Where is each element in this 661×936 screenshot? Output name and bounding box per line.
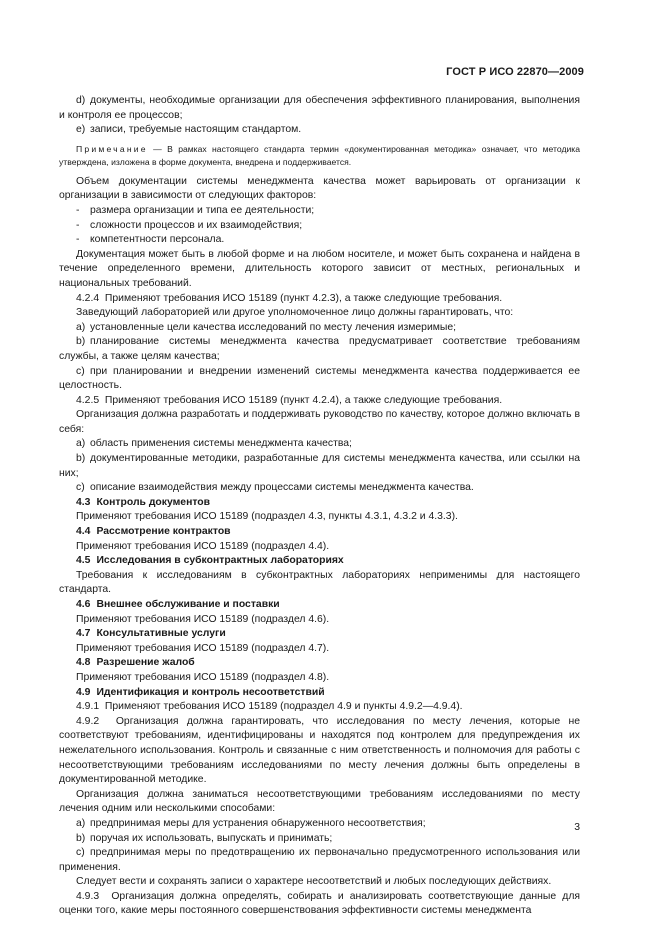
- note: [59, 143, 580, 169]
- section-heading-4-6: 4.6 Внешнее обслуживание и поставки: [76, 599, 280, 610]
- document-header: ГОСТ Р ИСО 22870—2009: [446, 66, 584, 78]
- factor-item: - размера организации и типа ее деятельности;: [76, 204, 315, 216]
- section-heading-4-3: 4.3 Контроль документов: [76, 496, 211, 508]
- page-number: 3: [574, 822, 580, 833]
- clause-4-9-3: 4.9.3 Организация должна определять, собирать и анализировать соответствующие данные для оценки того, какие меры постоянного совершенствования эффективности системы менеджмента: [59, 890, 581, 917]
- clause-4-9-2-intro: Организация должна заниматься несоответствующими требованиям исследованиями по месту лечения одним или несколькими способами:: [59, 788, 580, 815]
- note-text: — В рамках настоящего стандарта термин «документированная методика» означает, что методика утверждена, изложена в форме документа, внедрена и поддерживается.: [59, 143, 580, 167]
- list-item-b: b) документированные методики, разработанные для системы менеджмента качества, или ссылки на них;: [59, 453, 580, 479]
- list-item-c: c) предпринимая меры по предотвращению их первоначально предусмотренного использования или применения.: [59, 847, 580, 873]
- factor-item: - компетентности персонала.: [76, 234, 225, 246]
- list-item-d: d) документы, необходимые организации для обеспечения эффективного планирования, выполнения и контроля ее процессов;: [59, 95, 580, 121]
- list-item-b: b) планирование системы менеджмента качества предусматривает соответствие требованиям службы, а также целям качества;: [59, 336, 580, 362]
- clause-4-2-5: 4.2.5 Применяют требования ИСО 15189 (пункт 4.2.4), а также следующие требования.: [76, 394, 503, 406]
- note-label: Примечание: [76, 143, 148, 154]
- list-item-a: a) предпринимая меры для устранения обнаруженного несоответствия;: [76, 817, 426, 829]
- section-text-4-4: Применяют требования ИСО 15189 (подраздел 4.4).: [76, 540, 330, 552]
- clause-4-9-2: 4.9.2 Организация должна гарантировать, что исследования по месту лечения, которые не соответствуют требованиям, идентифицированы и находятся под контролем для предупреждения их нежелательного использования. Контроль и связанные с ним ответственность и полномочия для работы с несоответствующими требованиям исследованиями по месту лечения должны быть определены в документированной методике.: [59, 715, 580, 786]
- clause-4-2-4: 4.2.4 Применяют требования ИСО 15189 (пункт 4.2.3), а также следующие требования.: [76, 292, 503, 304]
- section-text-4-8: Применяют требования ИСО 15189 (подраздел 4.8).: [76, 671, 330, 683]
- factor-item: - сложности процессов и их взаимодействия;: [76, 219, 303, 231]
- clause-4-9-2-records: Следует вести и сохранять записи о характере несоответствий и любых последующих действиях.: [76, 876, 552, 888]
- list-item-a: a) установленные цели качества исследований по месту лечения измеримые;: [76, 321, 457, 333]
- clause-4-9-1: 4.9.1 Применяют требования ИСО 15189 (подраздел 4.9 и пункты 4.9.2—4.9.4).: [76, 701, 463, 713]
- section-heading-4-7: 4.7 Консультативные услуги: [76, 628, 226, 640]
- section-text-4-5: Требования к исследованиям в субконтрактных лабораториях неприменимы для настоящего стандарта.: [59, 569, 580, 596]
- section-heading-4-8: 4.8 Разрешение жалоб: [76, 657, 195, 669]
- section-heading-4-5: 4.5 Исследования в субконтрактных лабораториях: [76, 555, 344, 567]
- paragraph-doc-scope: Объем документации системы менеджмента качества может варьировать от организации к организации в зависимости от следующих факторов:: [59, 175, 580, 202]
- section-heading-4-9: 4.9 Идентификация и контроль несоответствий: [76, 686, 325, 698]
- list-item-c: c) при планировании и внедрении изменений системы менеджмента качества поддерживается ее целостность.: [59, 365, 580, 392]
- section-text-4-6: Применяют требования ИСО 15189 (подраздел 4.6).: [76, 613, 330, 625]
- clause-4-2-5-intro: Организация должна разработать и поддерживать руководство по качеству, которое должно включать в себя:: [59, 409, 580, 435]
- section-text-4-3: Применяют требования ИСО 15189 (подраздел 4.3, пункты 4.3.1, 4.3.2 и 4.3.3).: [76, 511, 458, 523]
- list-item-c: c) описание взаимодействия между процессами системы менеджмента качества.: [76, 482, 474, 494]
- list-item-e: e) записи, требуемые настоящим стандартом.: [76, 124, 302, 136]
- section-text-4-7: Применяют требования ИСО 15189 (подраздел 4.7).: [76, 642, 330, 654]
- clause-4-2-4-intro: Заведующий лабораторией или другое уполномоченное лицо должны гарантировать, что:: [76, 307, 514, 319]
- list-item-a: a) область применения системы менеджмента качества;: [76, 438, 352, 450]
- paragraph-doc-form: Документация может быть в любой форме и на любом носителе, и может быть сохранена и найдена в течение определенного времени, длительность которого зависит от местных, региональных и национальных требований.: [59, 248, 580, 289]
- section-heading-4-4: 4.4 Рассмотрение контрактов: [76, 526, 231, 538]
- page-body: [59, 94, 580, 919]
- list-item-b: b) поручая их использовать, выпускать и принимать;: [76, 832, 333, 844]
